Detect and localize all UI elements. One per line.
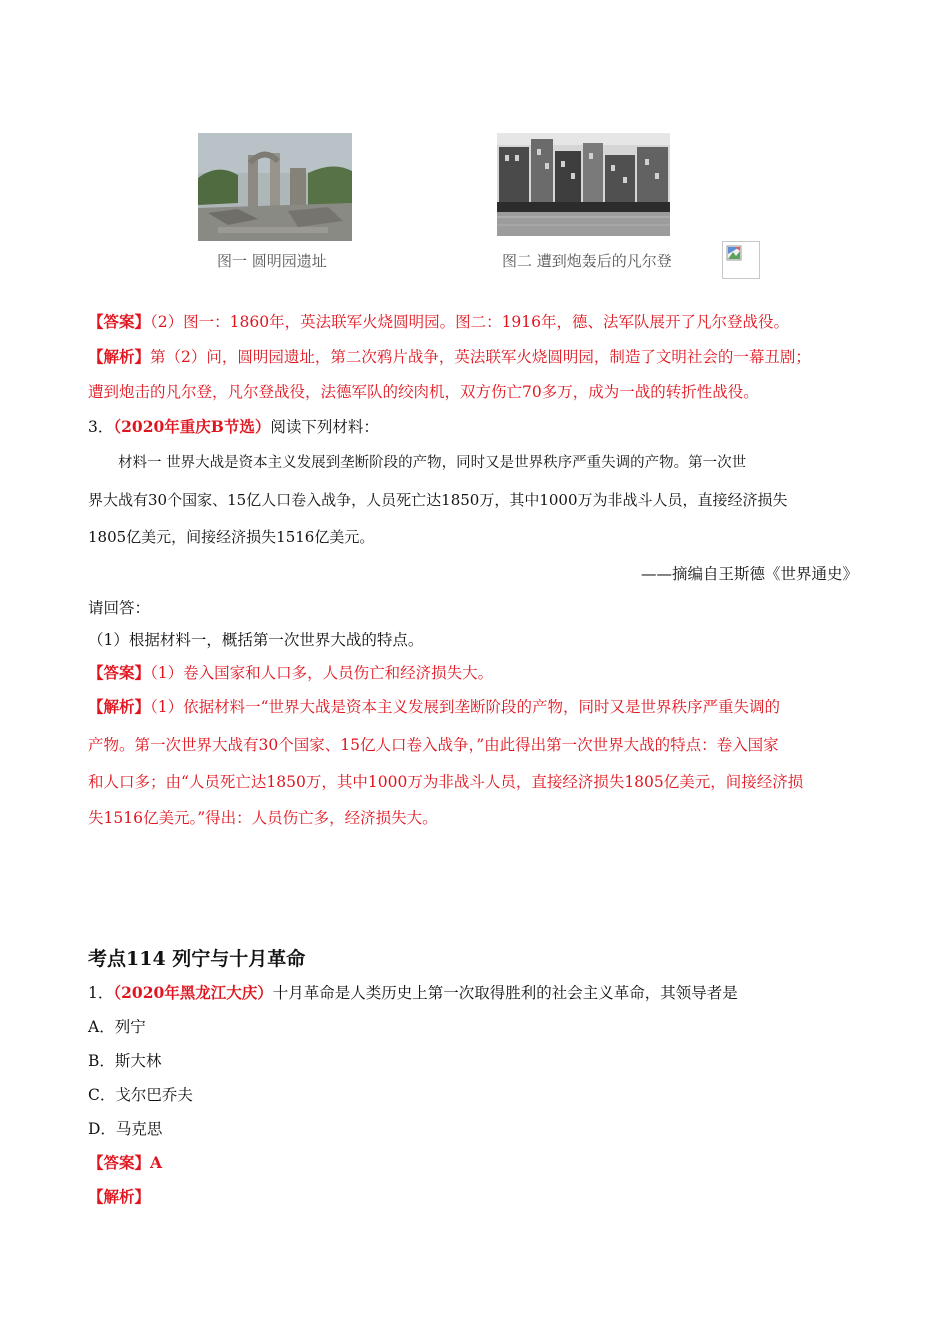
answer-text: A: [150, 1153, 163, 1172]
analysis-tag: 【解析】: [88, 347, 151, 366]
option-a: A．列宁: [88, 1018, 146, 1036]
analysis-text: 第（2）问，圆明园遗址，第二次鸦片战争，英法联军火烧圆明园，制造了文明社会的一幕丑剧；: [150, 348, 811, 366]
material-line-3: 1805亿美元，间接经济损失1516亿美元。: [88, 528, 375, 546]
q1-answer: [88, 1153, 162, 1173]
q3-analysis-line-1: [88, 697, 780, 717]
figure-2-caption: 图二 遭到炮轰后的凡尔登: [502, 252, 672, 270]
analysis-text: （1）依据材料一“世界大战是资本主义发展到垄断阶段的产物，同时又是世界秩序严重失调的: [150, 698, 781, 716]
q2-answer: [88, 312, 789, 332]
q2-analysis-line-1: [88, 347, 811, 367]
question-source: （2020年重庆B节选）: [113, 417, 271, 436]
broken-image-icon: [722, 241, 760, 279]
option-d: D．马克思: [88, 1120, 163, 1138]
answer-text: （2）图一：1860年，英法联军火烧圆明园。图二：1916年，德、法军队展开了凡尔登战役。: [150, 313, 790, 331]
q3-analysis-line-3: 和人口多；由“人员死亡达1850万，其中1000万为非战斗人员，直接经济损失1805亿美元，间接经济损: [88, 773, 804, 791]
figure-1-caption: 图一 圆明园遗址: [217, 252, 327, 270]
option-c: C．戈尔巴乔夫: [88, 1086, 193, 1104]
verdun-photo: [497, 133, 670, 236]
q2-analysis-line-2: 遭到炮击的凡尔登，凡尔登战役，法德军队的绞肉机，双方伤亡70多万，成为一战的转折性战役。: [88, 383, 759, 401]
answer-tag: 【答案】: [88, 663, 151, 682]
option-b: B．斯大林: [88, 1052, 162, 1070]
figure-yuanmingyuan-ruins: [198, 133, 352, 241]
section-title: 考点114 列宁与十月革命: [88, 948, 306, 970]
analysis-tag: 【解析】: [88, 697, 151, 716]
question-number: 1．: [88, 984, 114, 1002]
q3-sub-question-1: （1）根据材料一，概括第一次世界大战的特点。: [88, 631, 424, 649]
answer-tag: 【答案】: [88, 1153, 151, 1172]
q3-answer: [88, 663, 493, 683]
material-citation: ——摘编自王斯德《世界通史》: [640, 565, 858, 583]
q1-analysis-tag: 【解析】: [88, 1187, 151, 1206]
q3-ask: 请回答：: [88, 599, 151, 617]
question-prompt: 阅读下列材料：: [270, 418, 379, 436]
image-placeholder-icon: [723, 242, 759, 278]
q3-header: [88, 417, 379, 437]
ruins-photo: [198, 133, 352, 241]
material-line-2: 界大战有30个国家、15亿人口卷入战争，人员死亡达1850万，其中1000万为非战斗人员，直接经济损失: [88, 491, 788, 509]
q3-analysis-line-4: 失1516亿美元。”得出：人员伤亡多，经济损失大。: [88, 809, 438, 827]
q3-analysis-line-2: 产物。第一次世界大战有30个国家、15亿人口卷入战争，”由此得出第一次世界大战的特点：卷入国家: [88, 736, 779, 754]
question-stem: 十月革命是人类历史上第一次取得胜利的社会主义革命，其领导者是: [272, 984, 738, 1002]
question-source: （2020年黑龙江大庆）: [113, 983, 273, 1002]
figure-verdun: [497, 133, 670, 236]
answer-text: （1）卷入国家和人口多，人员伤亡和经济损失大。: [150, 664, 494, 682]
question-number: 3．: [88, 418, 114, 436]
answer-tag: 【答案】: [88, 312, 151, 331]
q1-header: [88, 983, 738, 1003]
material-line-1: 材料一 世界大战是资本主义发展到垄断阶段的产物，同时又是世界秩序严重失调的产物。第一次世: [118, 455, 747, 471]
